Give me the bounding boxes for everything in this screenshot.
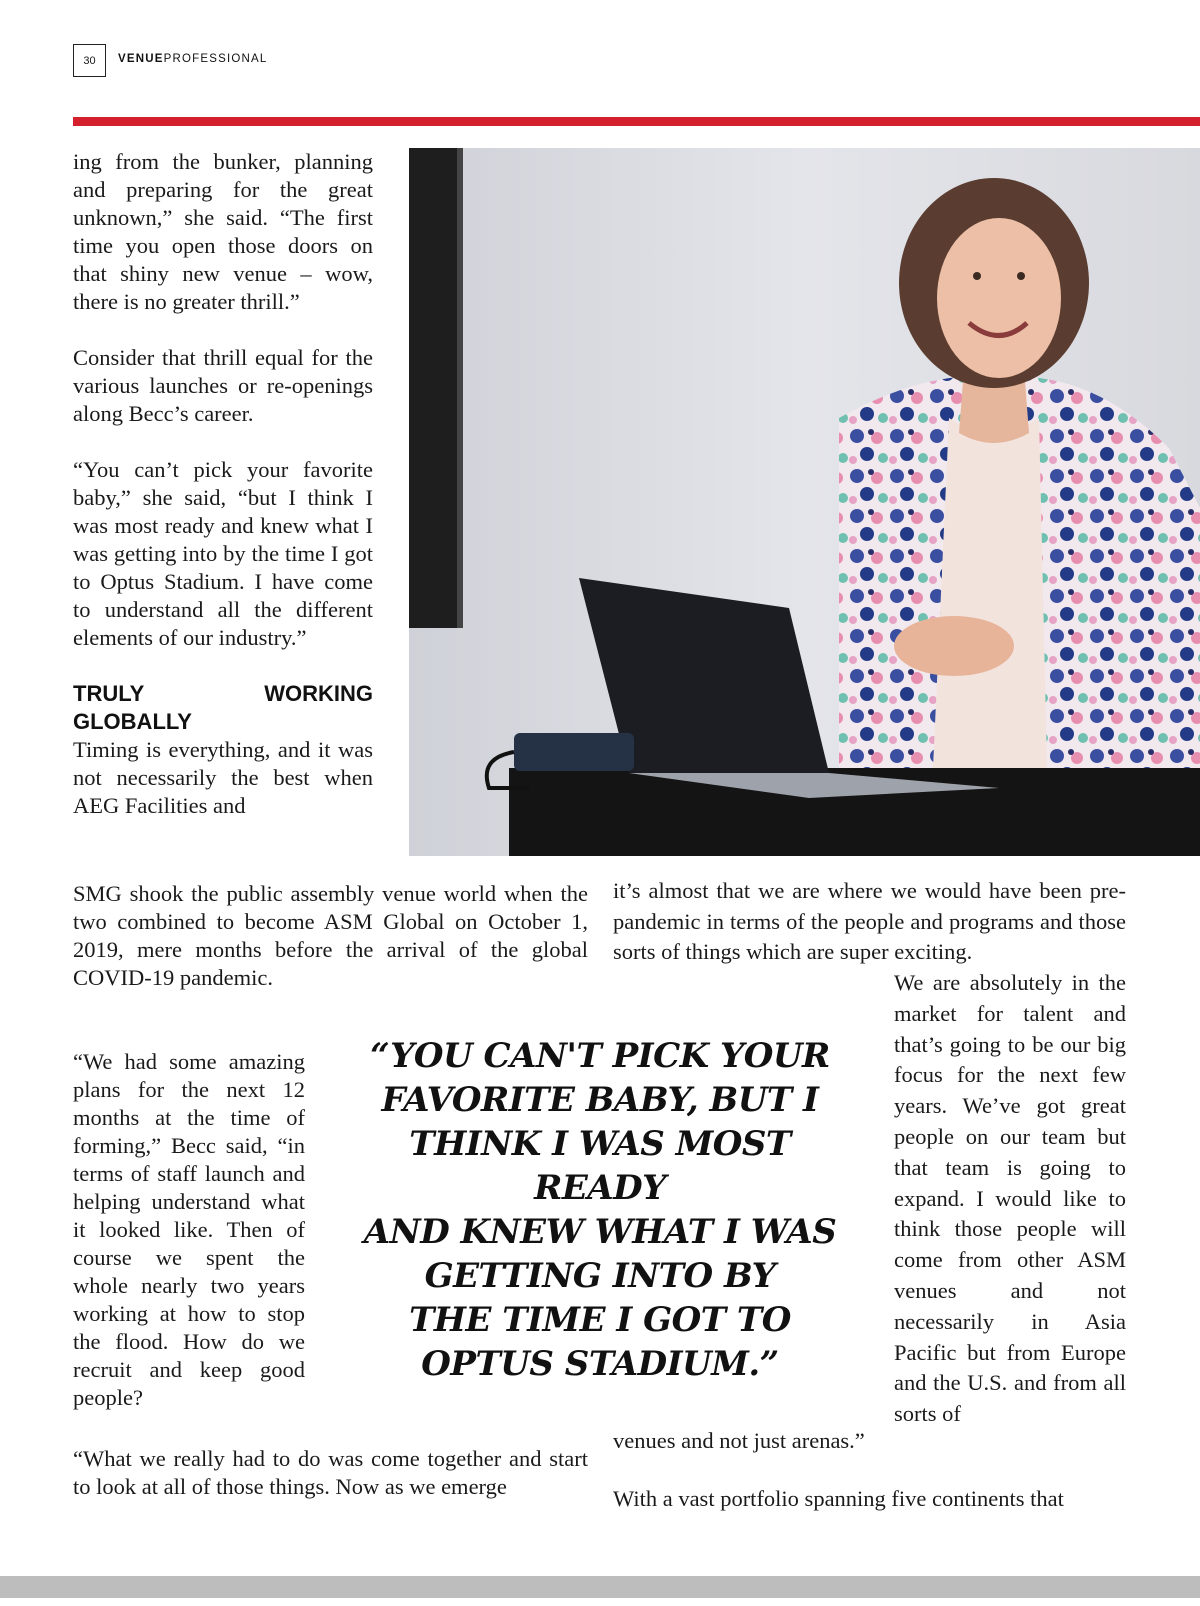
paragraph: We are absolutely in the market for talent and that’s going to be our big focus for the next few years. We’ve got great people on our team but that team is going to expand. I would like to think those people will come from other ASM venues and not necessarily in Asia Pacific but from Europe and the U.S. and from all sorts of — [894, 970, 1126, 1427]
right-narrow-text — [894, 968, 1126, 1430]
masthead — [118, 53, 268, 65]
photo-illustration — [409, 148, 1200, 856]
paragraph: Consider that thrill equal for the various launches or re-openings along Becc’s career. — [73, 345, 373, 426]
pull-quote-line: GETTING INTO BY — [424, 1256, 776, 1296]
left-narrow-text — [73, 1048, 305, 1412]
footer-bar — [0, 1576, 1200, 1598]
paragraph: “What we really had to do was come together and start to look at all of those things. Now as we emerge — [73, 1446, 588, 1499]
pull-quote-line: “YOU CAN'T PICK YOUR — [370, 1036, 830, 1076]
paragraph: it’s almost that we are where we would have been pre-pandemic in terms of the people and programs and those sorts of things which are super exciting. — [613, 878, 1126, 965]
pull-quote-line: AND KNEW WHAT I WAS — [363, 1212, 837, 1252]
right-bottom-text-2 — [613, 1484, 1126, 1514]
masthead-light: PROFESSIONAL — [163, 53, 268, 65]
left-wide-text — [73, 880, 588, 992]
page-number — [73, 44, 106, 77]
pull-quote-line: THE TIME I GOT TO — [409, 1300, 791, 1340]
pull-quote-line: THINK I WAS MOST READY — [409, 1124, 791, 1208]
pull-quote-line: FAVORITE BABY, BUT I — [381, 1080, 819, 1120]
left-bottom-text — [73, 1445, 588, 1501]
paragraph: With a vast portfolio spanning five continents that — [613, 1486, 1064, 1511]
paragraph: Timing is everything, and it was not necessarily the best when AEG Facilities and — [73, 737, 373, 818]
pull-quote — [350, 1034, 850, 1386]
paragraph: venues and not just arenas.” — [613, 1428, 865, 1453]
pull-quote-line: OPTUS STADIUM.” — [421, 1344, 779, 1384]
page-number-text: 30 — [83, 54, 96, 67]
speaker-photo — [409, 148, 1200, 856]
paragraph: ing from the bunker, planning and preparing for the great unknown,” she said. “The first time you open those doors on that shiny new venue – wow, there is no greater thrill.” — [73, 149, 373, 314]
masthead-bold: VENUE — [118, 53, 164, 65]
left-column-text — [73, 148, 373, 820]
header-rule — [73, 117, 1200, 126]
paragraph: “You can’t pick your favorite baby,” she said, “but I think I was most ready and knew what I was getting into by the time I got to Optus Stadium. I have come to understand all the different elements of our industry.” — [73, 457, 373, 650]
paragraph: “We had some amazing plans for the next 12 months at the time of forming,” Becc said, “in terms of staff launch and helping understand what it looked like. Then of course we spent the whole nearly two years working at how to stop the flood. How do we recruit and keep good people? — [73, 1049, 305, 1410]
right-top-text — [613, 876, 1126, 968]
paragraph: SMG shook the public assembly venue world when the two combined to become ASM Global on October 1, 2019, mere months before the arrival of the global COVID-19 pandemic. — [73, 881, 588, 990]
section-heading: TRULY WORKING GLOBALLY — [73, 681, 373, 734]
right-bottom-text — [613, 1426, 1126, 1456]
